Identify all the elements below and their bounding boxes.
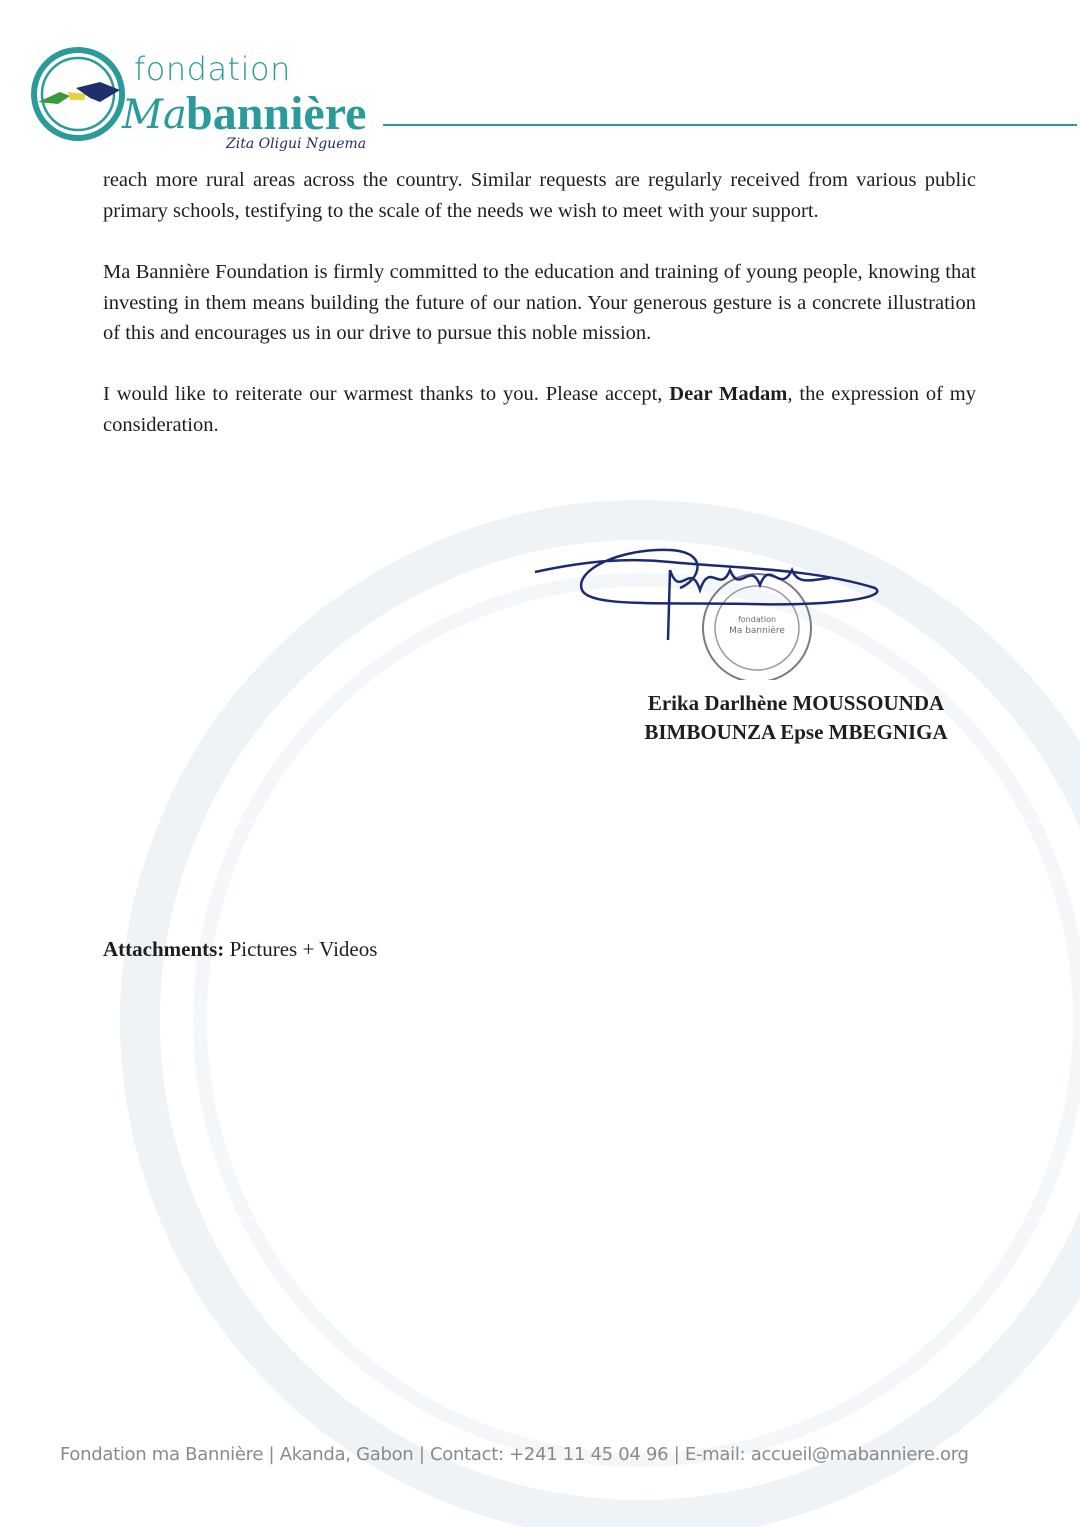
header-rule (383, 124, 1077, 126)
signer-name: Erika Darlhène MOUSSOUNDA BIMBOUNZA Epse MBEGNIGA (644, 691, 948, 744)
foundation-logo (30, 44, 380, 164)
footer-contact: Fondation ma Bannière | Akanda, Gabon | Contact: +241 11 45 04 96 | E-mail: accueil@mabanniere.org (60, 1444, 969, 1465)
letter-paragraph: reach more rural areas across the country. Similar requests are regularly received from various public primary schools, testifying to the scale of the needs we wish to meet with your support. (103, 169, 976, 222)
logo-tagline: Zita Oligui Nguema (226, 136, 367, 152)
handshake-logo-icon (30, 44, 130, 144)
letter-paragraph: Ma Bannière Foundation is firmly committed to the education and training of young people, knowing that investing in them means building the future of our nation. Your generous gesture is a concrete illustration of this and encourages us in our drive to pursue this noble mission. (103, 261, 976, 344)
logo-fondation-text: fondation (134, 50, 291, 88)
logo-name-text: bannière (186, 87, 367, 140)
svg-text:Ma bannière: Ma bannière (729, 626, 785, 636)
svg-text:fondation: fondation (737, 615, 777, 624)
logo-ma-text: Ma (122, 92, 187, 138)
signature-and-stamp (530, 540, 890, 680)
attachments-line: Attachments: Pictures + Videos (103, 937, 378, 961)
closing-paragraph: I would like to reiterate our warmest thanks to you. Please accept, Dear Madam, the expression of my consideration. (103, 383, 976, 436)
